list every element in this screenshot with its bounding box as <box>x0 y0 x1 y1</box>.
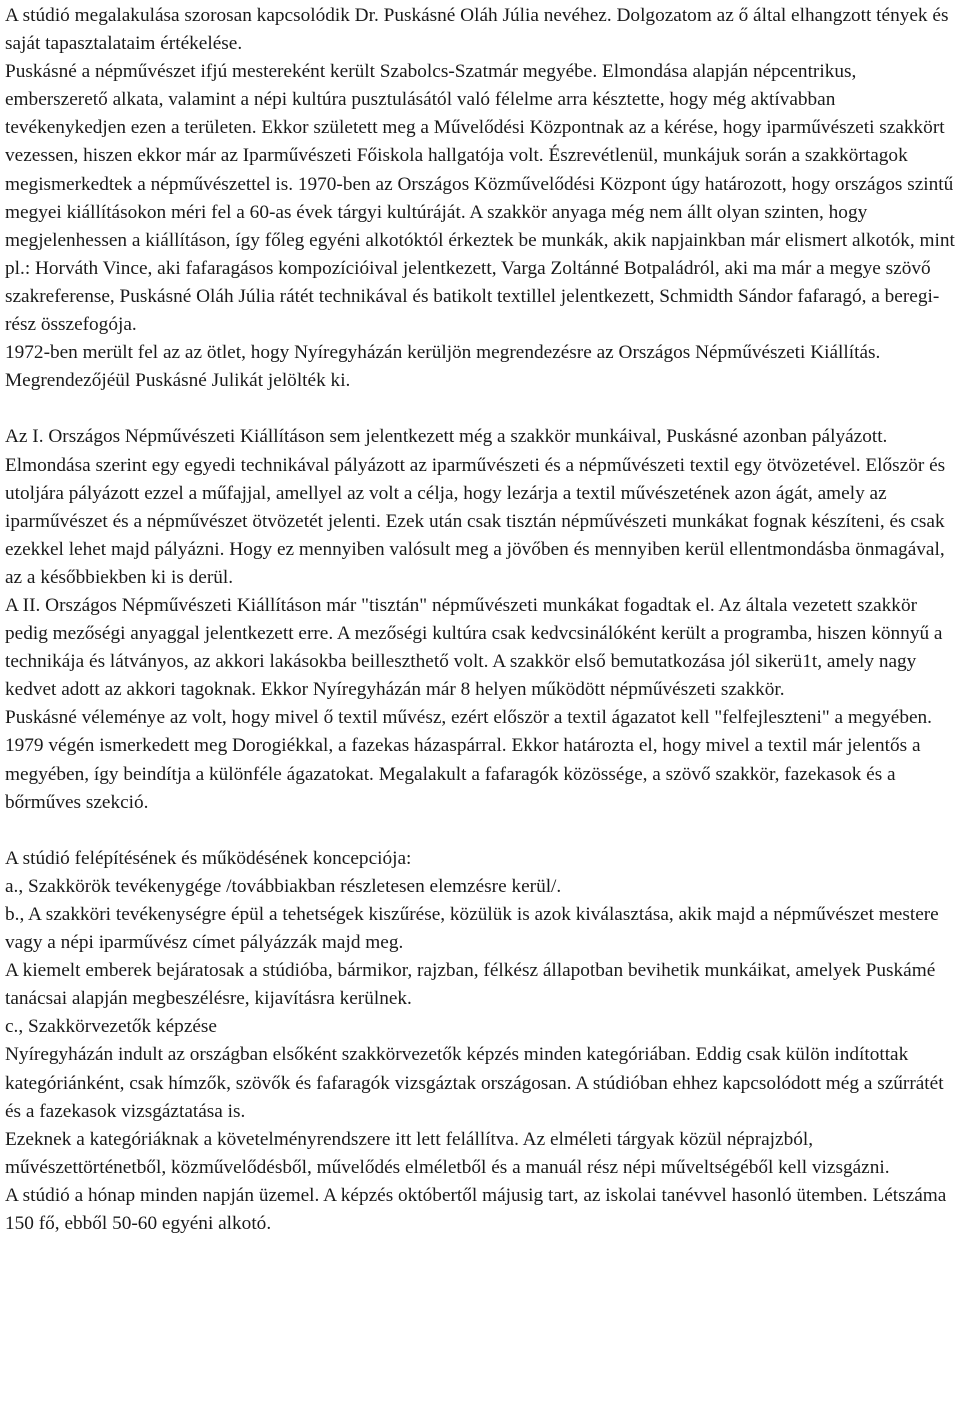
paragraph-first-exhibition: Az I. Országos Népművészeti Kiállításon sem jelentkezett még a szakkör munkáival, Puskásné azonban pályázott. Elmondása szerint egy egyedi technikával pályázott az iparművészeti és a népművészeti textil egy ötvözetével. Először és utoljára pályázott ezzel a műfajjal, amellyel az volt a célja, hogy lezárja a textil művészetének azon ágát, amely az iparművészet és a népművészet ötvözetét jelenti. Ezek után csak tisztán népművészeti munkákat fognak készíteni, és csak ezekkel lehet majd pályázni. Hogy ez mennyiben valósult meg a jövőben és mennyiben kerül ellentmondásba önmagával, az a későbbiekben ki is derül. <box>5 426 946 588</box>
paragraph-1979: 1979 végén ismerkedett meg Dorogiékkal, a fazekas házaspárral. Ekkor határozta el, hogy mivel a textil már jelentős a megyében, így beindítja a különféle ágazatokat. Megalakult a fafaragók közössége, a szövő szakkör, fazekasok és a bőrműves szekció. <box>5 735 921 813</box>
paragraph-1972: 1972-ben merült fel az az ötlet, hogy Nyíregyházán kerüljön megrendezésre az Országos Népművészeti Kiállítás. <box>5 342 881 364</box>
paragraph-opinion: Puskásné véleménye az volt, hogy mivel ő textil művész, ezért először a textil ágazatot kell "felfejleszteni" a megyében. <box>5 707 932 729</box>
paragraph-history: Puskásné a népművészet ifjú mestereként került Szabolcs-Szatmár megyébe. Elmondása alapján népcentrikus, emberszerető alkata, valamint a népi kultúra pusztulásától való félelme arra késztette, hogy még aktívabban tevékenykedjen ezen a területen. Ekkor született meg a Művelődési Központnak az a kérése, hogy iparművészeti szakkört vezessen, hiszen ekkor már az Iparművészeti Főiskola hallgatója volt. Észrevétlenül, munkájuk során a szakkörtagok megismerkedtek a népművészettel is. 1970-ben az Országos Közművelődési Központ úgy határozott, hogy országos szintű megyei kiállításokon méri fel a 60-as évek tárgyi kultúráját. A szakkör anyaga még nem állt olyan szinten, hogy megjelenhessen a kiállításon, így főleg egyéni alkotóktól érkeztek be munkák, akik napjainkban már elismert alkotók, mint pl.: Horváth Vince, aki fafaragásos kompozícióival jelentkezett, Varga Zoltánné Botpaládról, aki ma már a megye szövő szakreferense, Puskásné Oláh Júlia rátét technikával és batikolt textillel jelentkezett, Schmidth Sándor fafaragó, a beregi-rész összefogója. <box>5 61 955 336</box>
paragraph-organizer: Megrendezőjéül Puskásné Julikát jelölték ki. <box>5 370 351 392</box>
list-item-c: c., Szakkörvezetők képzése <box>5 1016 217 1038</box>
blank-line <box>5 395 958 423</box>
paragraph-requirements: Ezeknek a kategóriáknak a követelményrendszere itt lett felállítva. Az elméleti tárgyak közül néprajzból, művészettörténetből, közművelődésből, művelődés elméletből és a manuál rész népi műveltségéből kell vizsgázni. <box>5 1128 890 1178</box>
paragraph-selected-people: A kiemelt emberek bejáratosak a stúdióba, bármikor, rajzban, félkész állapotban bevihetik munkáikat, amelyek Puskámé tanácsai alapján megbeszélésre, kijavításra kerülnek. <box>5 960 936 1010</box>
paragraph-training: Nyíregyházán indult az országban elsőként szakkörvezetők képzés minden kategóriában. Eddig csak külön indítottak kategóriánként, csak hímzők, szövők és fafaragók vizsgáztak országosan. A stúdióban ehhez kapcsolódott még a szűrrátét és a fazekasok vizsgáztatása is. <box>5 1044 944 1122</box>
list-item-b: b., A szakköri tevékenységre épül a tehetségek kiszűrése, közülük is azok kiválasztása, akik majd a népművészet mestere vagy a népi iparművész címet pályázzák majd meg. <box>5 904 939 954</box>
paragraph-operation: A stúdió a hónap minden napján üzemel. A képzés októbertől májusig tart, az iskolai tanévvel hasonló ütemben. Létszáma 150 fő, ebből 50-60 egyéni alkotó. <box>5 1184 947 1235</box>
paragraph-intro: A stúdió megalakulása szorosan kapcsolódik Dr. Puskásné Oláh Júlia nevéhez. Dolgozatom az ő által elhangzott tények és saját tapasztalataim értékelése. <box>5 5 949 55</box>
paragraph-second-exhibition: A II. Országos Népművészeti Kiállításon már "tisztán" népművészeti munkákat fogadtak el. Az általa vezetett szakkör pedig mezőségi anyaggal jelentkezett erre. A mezőségi kultúra csak kedvcsinálóként került a programba, hiszen könnyű a technikája és látványos, az akkori lakásokba beilleszthető volt. A szakkör első bemutatkozása jól sikerü1t, amely nagy kedvet adott az akkori tagoknak. Ekkor Nyíregyházán már 8 helyen működött népművészeti szakkör. <box>5 594 943 701</box>
blank-line <box>5 817 958 845</box>
list-item-a: a., Szakkörök tevékenygége /továbbiakban részletesen elemzésre kerül/. <box>5 875 562 897</box>
paragraph-concept-heading: A stúdió felépítésének és működésének koncepciója: <box>5 847 412 869</box>
